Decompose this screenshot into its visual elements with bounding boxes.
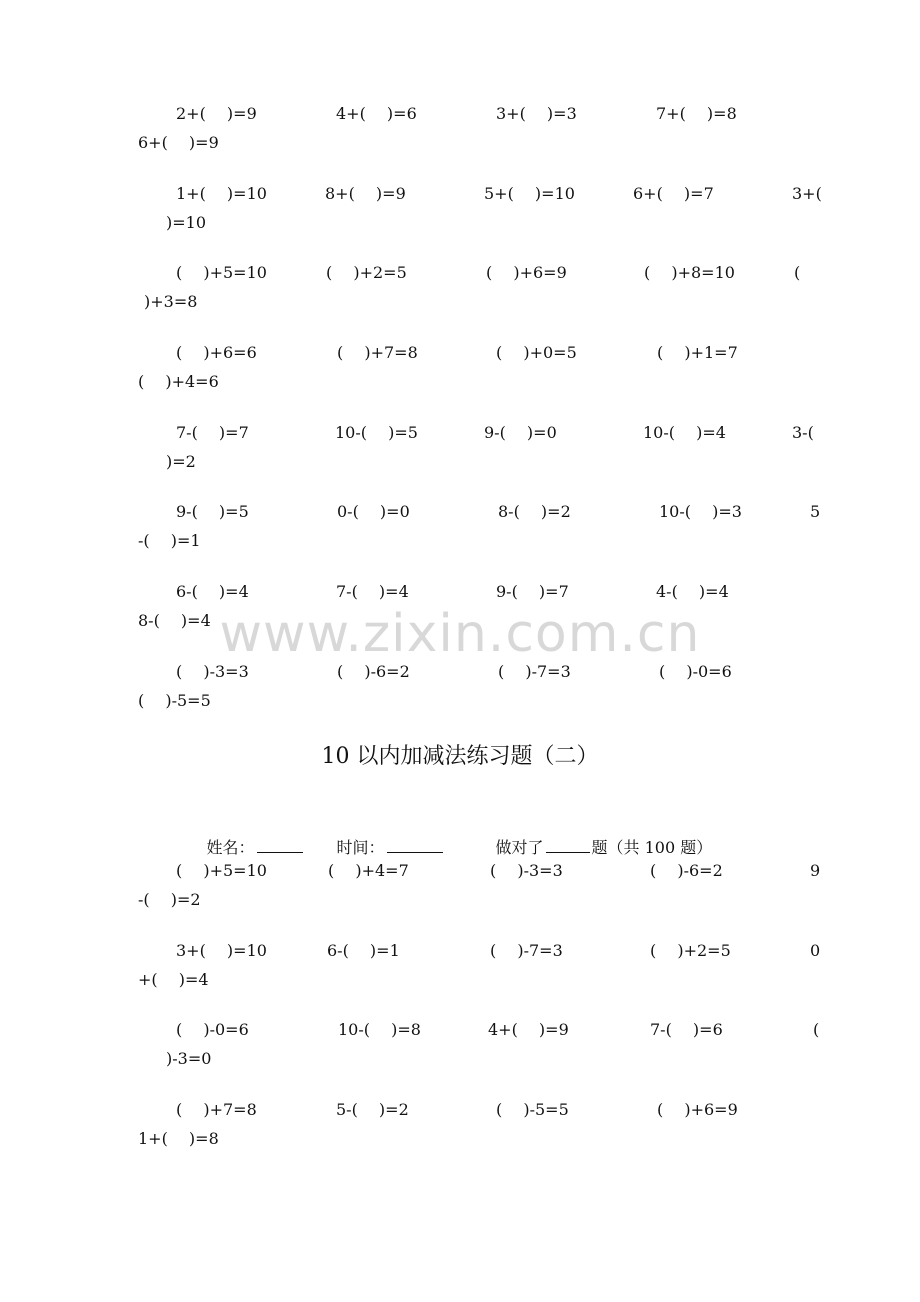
problem: ( )+6=9 bbox=[657, 1100, 738, 1119]
problem: ( )+8=10 bbox=[644, 263, 735, 282]
problem: ( )+2=5 bbox=[326, 263, 407, 282]
name-blank[interactable] bbox=[257, 834, 303, 853]
problem: ( )-3=3 bbox=[490, 861, 563, 880]
problem: 3+( )=10 bbox=[176, 941, 267, 960]
problem: ( )-0=6 bbox=[176, 1020, 249, 1039]
score-field bbox=[465, 808, 713, 857]
problem-wrap-start: 9 bbox=[810, 861, 821, 880]
problem: ( )+4=6 bbox=[138, 372, 219, 391]
problem: 10-( )=5 bbox=[335, 423, 418, 442]
problem: 9-( )=0 bbox=[484, 423, 557, 442]
problem: 10-( )=3 bbox=[659, 502, 742, 521]
problem: 8+( )=9 bbox=[325, 184, 406, 203]
problem: ( )+5=10 bbox=[176, 861, 267, 880]
problem: 8-( )=4 bbox=[138, 611, 211, 630]
worksheet-title: 10 以内加减法练习题（二） bbox=[321, 744, 599, 769]
problem-wrap-start: ( bbox=[813, 1020, 820, 1039]
problem-wrap-start: 3+( bbox=[792, 184, 822, 203]
problem: -( )=1 bbox=[138, 531, 201, 550]
problem: ( )-7=3 bbox=[498, 662, 571, 681]
problem: ( )-3=3 bbox=[176, 662, 249, 681]
problem: ( )+0=5 bbox=[496, 343, 577, 362]
problem-wrap-start: 5 bbox=[810, 502, 821, 521]
problem: ( )+7=8 bbox=[176, 1100, 257, 1119]
problem: 7-( )=6 bbox=[650, 1020, 723, 1039]
problem: ( )+1=7 bbox=[657, 343, 738, 362]
score-suffix: 题（共 100 题） bbox=[591, 838, 713, 857]
problem: 4+( )=6 bbox=[336, 104, 417, 123]
problem: ( )+6=9 bbox=[486, 263, 567, 282]
problem: 6-( )=4 bbox=[176, 582, 249, 601]
problem: )-3=0 bbox=[166, 1049, 212, 1068]
problem: 5-( )=2 bbox=[336, 1100, 409, 1119]
problem: 7+( )=8 bbox=[656, 104, 737, 123]
problem: )=2 bbox=[166, 452, 196, 471]
problem: ( )+7=8 bbox=[337, 343, 418, 362]
problem: 5+( )=10 bbox=[484, 184, 575, 203]
problem: 6+( )=9 bbox=[138, 133, 219, 152]
problem: ( )-6=2 bbox=[650, 861, 723, 880]
problem: 0-( )=0 bbox=[337, 502, 410, 521]
problem: -( )=2 bbox=[138, 890, 201, 909]
problem: 7-( )=4 bbox=[336, 582, 409, 601]
time-field bbox=[306, 808, 445, 857]
problem: 3+( )=3 bbox=[496, 104, 577, 123]
problem: 8-( )=2 bbox=[498, 502, 571, 521]
problem: )+3=8 bbox=[144, 292, 198, 311]
problem: 9-( )=7 bbox=[496, 582, 569, 601]
problem: ( )-7=3 bbox=[490, 941, 563, 960]
problem: 1+( )=10 bbox=[176, 184, 267, 203]
problem: ( )-5=5 bbox=[496, 1100, 569, 1119]
problem: 7-( )=7 bbox=[176, 423, 249, 442]
problem: 4+( )=9 bbox=[488, 1020, 569, 1039]
problem: ( )-0=6 bbox=[659, 662, 732, 681]
watermark: www.zixin.com.cn bbox=[219, 604, 701, 664]
problem-wrap-start: 3-( bbox=[792, 423, 814, 442]
score-prefix: 做对了 bbox=[495, 838, 544, 857]
time-label: 时间： bbox=[336, 838, 385, 857]
problem: ( )+4=7 bbox=[328, 861, 409, 880]
problem: 6-( )=1 bbox=[327, 941, 400, 960]
problem: ( )-6=2 bbox=[337, 662, 410, 681]
problem: 6+( )=7 bbox=[633, 184, 714, 203]
score-blank[interactable] bbox=[546, 834, 590, 853]
problem: +( )=4 bbox=[138, 970, 209, 989]
problem: 2+( )=9 bbox=[176, 104, 257, 123]
problem: )=10 bbox=[166, 213, 207, 232]
problem: ( )+2=5 bbox=[650, 941, 731, 960]
problem-wrap-start: 0 bbox=[810, 941, 821, 960]
problem: 10-( )=8 bbox=[338, 1020, 421, 1039]
problem: 10-( )=4 bbox=[643, 423, 726, 442]
name-field bbox=[176, 808, 305, 857]
problem: ( )-5=5 bbox=[138, 691, 211, 710]
time-blank[interactable] bbox=[387, 834, 443, 853]
problem-wrap-start: ( bbox=[794, 263, 801, 282]
name-label: 姓名： bbox=[206, 838, 255, 857]
problem: ( )+5=10 bbox=[176, 263, 267, 282]
problem: ( )+6=6 bbox=[176, 343, 257, 362]
problem: 1+( )=8 bbox=[138, 1129, 219, 1148]
problem: 9-( )=5 bbox=[176, 502, 249, 521]
problem: 4-( )=4 bbox=[656, 582, 729, 601]
